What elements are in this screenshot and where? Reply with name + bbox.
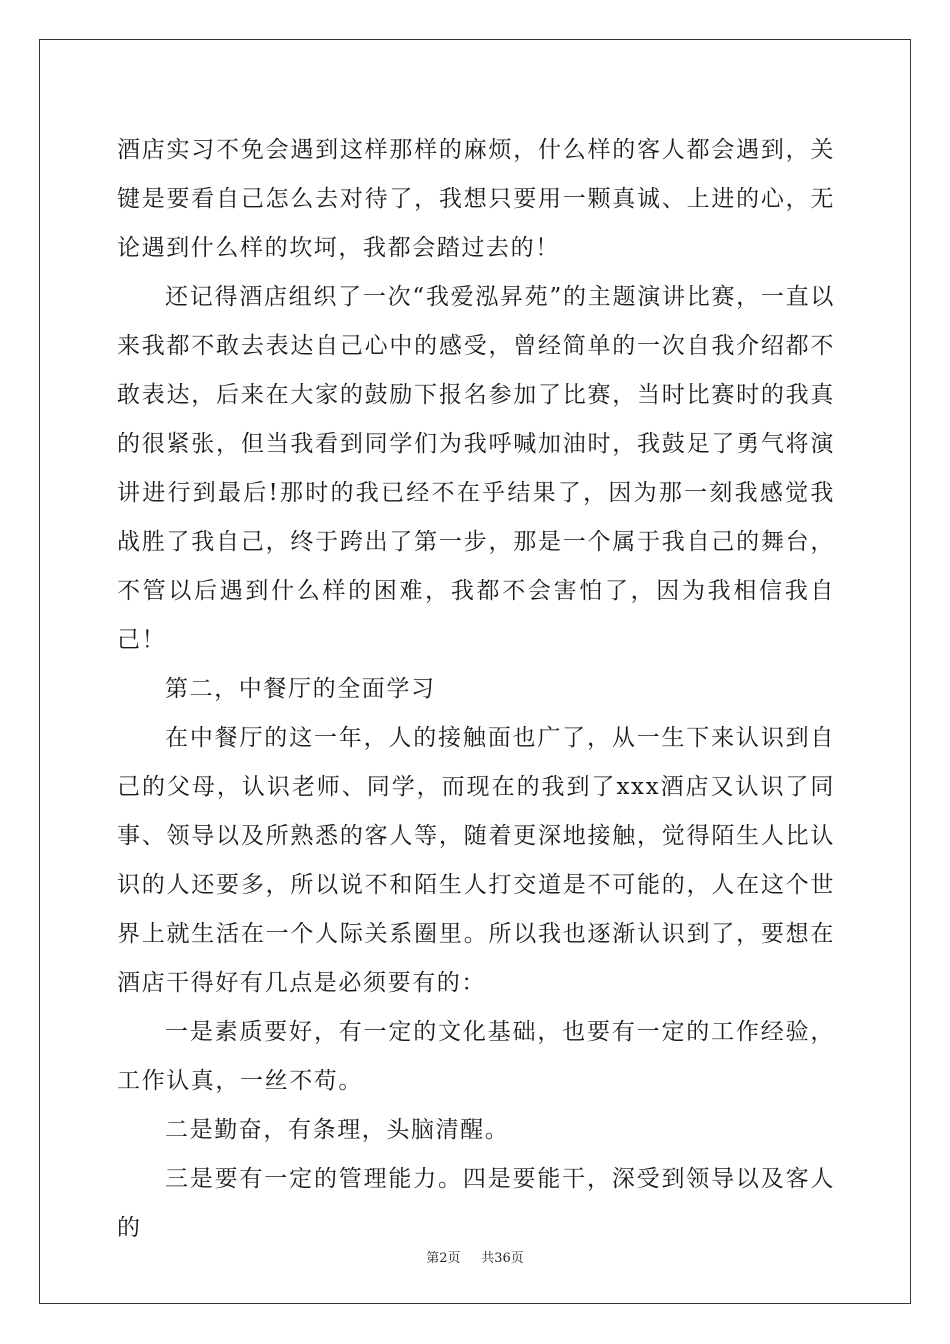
paragraph: 还记得酒店组织了一次“我爱泓昇苑”的主题演讲比赛，一直以来我都不敢去表达自己心中的感受，曾经简单的一次自我介绍都不敢表达，后来在大家的鼓励下报名参加了比赛，当时比赛时的我真的很紧张，但当我看到同学们为我呼喊加油时，我鼓足了勇气将演讲进行到最后!那时的我已经不在乎结果了，因为那一刻我感觉我战胜了我自己，终于跨出了第一步，那是一个属于我自己的舞台，不管以后遇到什么样的困难，我都不会害怕了，因为我相信我自己！ [117,284,835,653]
paragraph: 在中餐厅的这一年，人的接触面也广了，从一生下来认识到自己的父母，认识老师、同学，而现在的我到了xxx酒店又认识了同事、领导以及所熟悉的客人等，随着更深地接触，觉得陌生人比认识的人还要多，所以说不和陌生人打交道是不可能的，人在这个世界上就生活在一个人际关系圈里。所以我也逐渐认识到了，要想在酒店干得好有几点是必须要有的： [117,725,835,996]
section-heading: 第二，中餐厅的全面学习 [165,676,436,702]
paragraph: 三是要有一定的管理能力。四是要能干，深受到领导以及客人的 [117,1166,835,1241]
paragraph: 一是素质要好，有一定的文化基础，也要有一定的工作经验，工作认真，一丝不苟。 [117,1019,835,1094]
total-pages: 共36页 [481,1251,524,1266]
paragraph: 酒店实习不免会遇到这样那样的麻烦，什么样的客人都会遇到，关键是要看自己怎么去对待了，我想只要用一颗真诚、上进的心，无论遇到什么样的坎坷，我都会踏过去的！ [117,137,835,261]
page-number: 第2页 [426,1251,461,1266]
page-footer [0,1247,950,1266]
paragraph: 二是勤奋，有条理，头脑清醒。 [165,1117,510,1143]
document-body [117,126,835,1253]
